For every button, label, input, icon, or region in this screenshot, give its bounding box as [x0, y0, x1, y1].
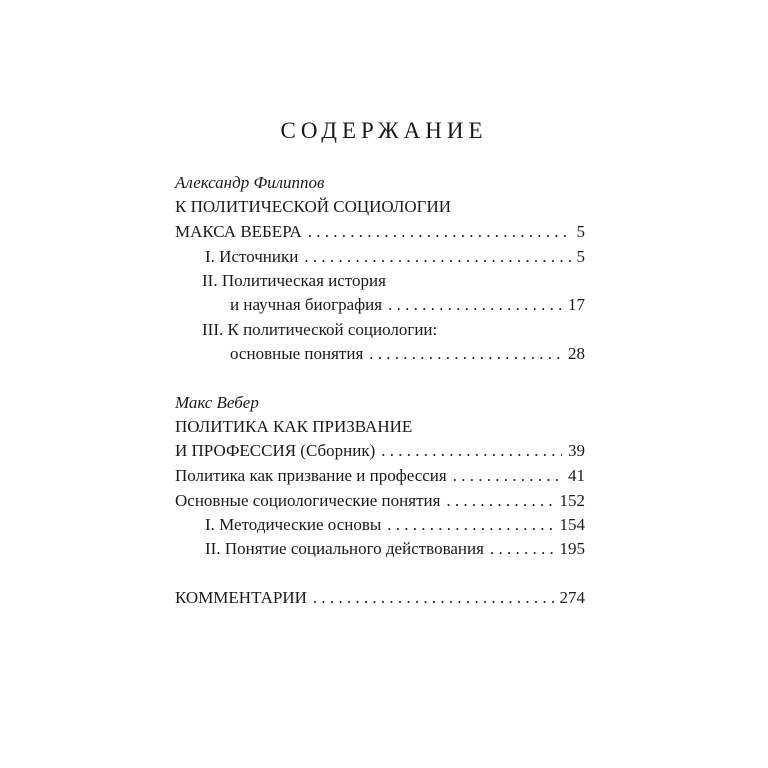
- page-number: 17: [568, 295, 585, 314]
- leader-dots: [490, 538, 554, 560]
- toc-entry-part1-heading[interactable]: [175, 221, 585, 243]
- entry-label: I. Источники: [205, 247, 299, 266]
- toc-entry-methodical-foundations[interactable]: [205, 514, 585, 536]
- entry-label: КОММЕНТАРИИ: [175, 588, 307, 607]
- page-title: СОДЕРЖАНИЕ: [280, 118, 488, 143]
- leader-dots: [388, 294, 562, 316]
- page-number: 5: [576, 247, 585, 266]
- page-number: 41: [568, 466, 585, 485]
- part1-heading-line1: К ПОЛИТИЧЕСКОЙ СОЦИОЛОГИИ: [175, 197, 452, 216]
- page-number: 274: [559, 588, 585, 607]
- page-number: 28: [568, 344, 585, 363]
- toc-entry-political-history[interactable]: [230, 294, 585, 316]
- leader-dots: [304, 246, 570, 268]
- entry-label: Политика как призвание и профессия: [175, 466, 447, 485]
- page-number: 195: [559, 539, 585, 558]
- leader-dots: [369, 343, 562, 365]
- author-filippov: Александр Филиппов: [175, 173, 325, 192]
- page-number: 152: [559, 491, 585, 510]
- entry-label: основные понятия: [230, 344, 364, 363]
- toc-entry-political-sociology-line1: III. К политической социологии:: [202, 320, 438, 339]
- leader-dots: [453, 465, 562, 487]
- toc-entry-politics-vocation[interactable]: [175, 465, 585, 487]
- entry-label: и научная биография: [230, 295, 383, 314]
- toc-entry-sources[interactable]: [205, 246, 585, 268]
- toc-entry-social-action[interactable]: [205, 538, 585, 560]
- part2-heading-line2: И ПРОФЕССИЯ (Сборник): [175, 441, 376, 460]
- part2-heading-line1: ПОЛИТИКА КАК ПРИЗВАНИЕ: [175, 417, 413, 436]
- page-number: 5: [576, 222, 585, 241]
- leader-dots: [381, 440, 562, 462]
- entry-label: Основные социологические понятия: [175, 491, 441, 510]
- toc-entry-comments[interactable]: [175, 587, 585, 609]
- page-number: 154: [559, 515, 585, 534]
- entry-label: II. Понятие социального действования: [205, 539, 484, 558]
- page-number: 39: [568, 441, 585, 460]
- entry-label: I. Методические основы: [205, 515, 382, 534]
- toc-entry-political-sociology[interactable]: [230, 343, 585, 365]
- author-weber: Макс Вебер: [175, 393, 259, 412]
- leader-dots: [308, 221, 571, 243]
- leader-dots: [313, 587, 554, 609]
- toc-entry-part2-heading[interactable]: [175, 440, 585, 462]
- leader-dots: [446, 490, 553, 512]
- toc-entry-basic-concepts[interactable]: [175, 490, 585, 512]
- toc-entry-political-history-line1: II. Политическая история: [202, 271, 386, 290]
- part1-heading-line2: МАКСА ВЕБЕРА: [175, 222, 302, 241]
- leader-dots: [387, 514, 553, 536]
